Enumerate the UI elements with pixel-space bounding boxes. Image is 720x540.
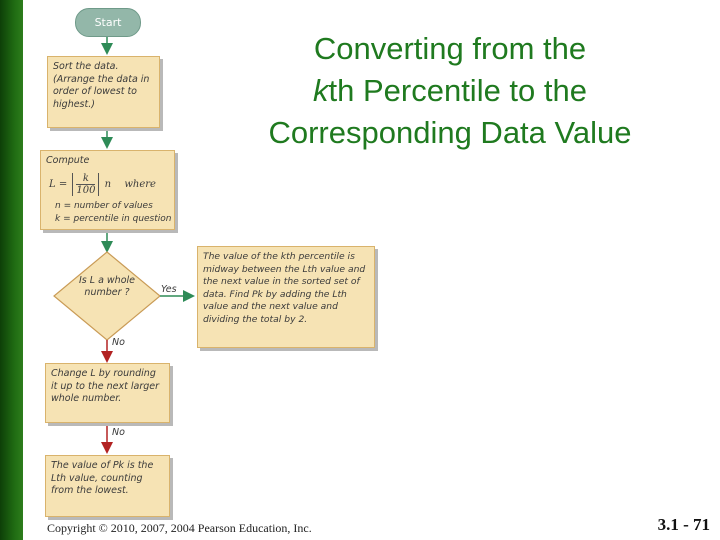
formula-fraction bbox=[72, 173, 99, 196]
copyright-text: Copyright © 2010, 2007, 2004 Pearson Education, Inc. bbox=[47, 521, 312, 535]
formula-k: k bbox=[76, 173, 95, 185]
start-node: Start bbox=[75, 8, 141, 37]
slide-number: 3.1 - 71 bbox=[657, 515, 710, 534]
percentile-formula bbox=[49, 173, 156, 196]
formula-n: n bbox=[104, 179, 112, 190]
title-line-3: Corresponding Data Value bbox=[268, 115, 632, 150]
title-k: k bbox=[313, 73, 329, 108]
no-label-1: No bbox=[112, 337, 125, 348]
definition-k: k = percentile in question bbox=[55, 214, 172, 224]
formula-L: L = bbox=[49, 179, 68, 190]
definition-n: n = number of values bbox=[55, 201, 153, 211]
round-up-box: Change L by rounding it up to the next larger whole number. bbox=[45, 363, 170, 423]
title-line-2-rest: th Percentile to the bbox=[328, 73, 587, 108]
formula-100: 100 bbox=[76, 185, 96, 196]
decision-text: Is L a whole number ? bbox=[78, 275, 135, 298]
midway-value-box: The value of the kth percentile is midway between the Lth value and the next value in the sorted set of data. Find Pk by adding the Lth value and the next value and dividing the total by 2. bbox=[197, 246, 375, 348]
title-line-1: Converting from the bbox=[313, 31, 587, 66]
no-label-2: No bbox=[112, 427, 125, 438]
formula-where: where bbox=[124, 179, 156, 190]
final-value-box: The value of Pk is the Lth value, counting from the lowest. bbox=[45, 455, 170, 517]
compute-label: Compute bbox=[46, 155, 90, 166]
sort-data-box: Sort the data. (Arrange the data in order of lowest to highest.) bbox=[47, 56, 160, 128]
yes-label: Yes bbox=[161, 284, 177, 295]
